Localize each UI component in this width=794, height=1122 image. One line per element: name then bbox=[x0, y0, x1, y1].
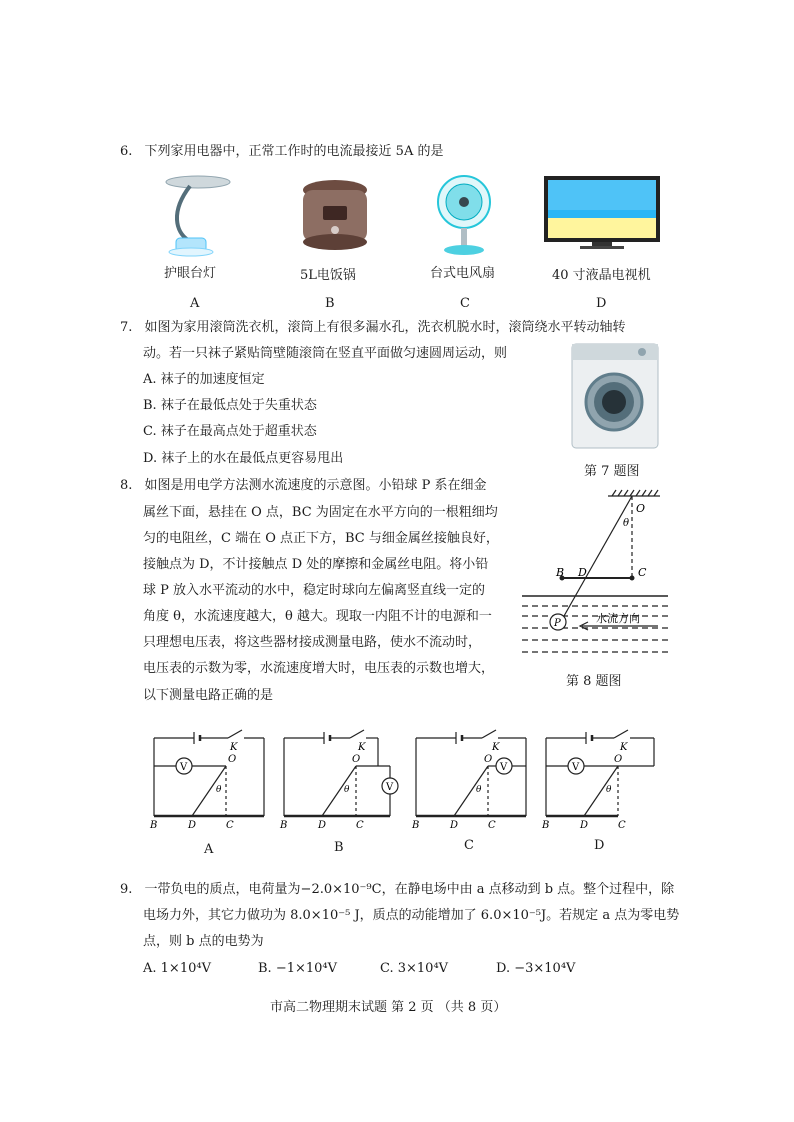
rice-cooker-image bbox=[295, 174, 375, 254]
q9-option-d[interactable]: D. −3×10⁴V bbox=[496, 961, 576, 976]
q8-circuit-a-voltmeter: V bbox=[180, 762, 188, 773]
q8-fig-label-c: C bbox=[638, 566, 647, 579]
q8-option-a[interactable]: A bbox=[204, 842, 214, 857]
q8-circuit-c-b: B bbox=[412, 820, 420, 831]
q8-circuit-c-o: O bbox=[484, 754, 493, 765]
q8-circuit-a-d: D bbox=[188, 820, 197, 831]
q6-number: 6. bbox=[120, 144, 133, 159]
q7-figure-caption: 第 7 题图 bbox=[584, 464, 640, 479]
q7-option-c[interactable]: C. 袜子在最高点处于超重状态 bbox=[143, 424, 317, 439]
q8-line8: 电压表的示数为零，水流速度增大时，电压表的示数也增大， bbox=[143, 661, 495, 676]
q8-line3: 匀的电阻丝，C 端在 O 点正下方，BC 与细金属丝接触良好， bbox=[143, 531, 499, 546]
q6-option-b[interactable]: B bbox=[325, 296, 335, 311]
q8-circuit-b-voltmeter: V bbox=[386, 782, 394, 793]
q8-line1 bbox=[120, 476, 487, 496]
q8-figure bbox=[520, 488, 670, 668]
q8-circuit-b-theta: θ bbox=[344, 785, 350, 795]
q8-circuit-b-b: B bbox=[280, 820, 288, 831]
q8-circuit-a-c: C bbox=[226, 820, 234, 831]
q8-line7: 只理想电压表，将这些器材接成测量电路，使水不流动时， bbox=[143, 635, 482, 650]
q9-option-a[interactable]: A. 1×10⁴V bbox=[143, 961, 211, 976]
q8-circuit-b-d: D bbox=[318, 820, 327, 831]
q6-stem-text: 下列家用电器中，正常工作时的电流最接近 5A 的是 bbox=[144, 144, 444, 159]
q9-line1 bbox=[120, 880, 674, 900]
q8-number: 8. bbox=[120, 478, 133, 493]
q8-circuit-c-c: C bbox=[488, 820, 496, 831]
q8-circuit-b bbox=[276, 728, 402, 832]
q9-line2: 电场力外，其它力做功为 8.0×10⁻⁵ J，质点的动能增加了 6.0×10⁻⁵J。若规定 a 点为零电势 bbox=[143, 908, 680, 923]
q7-stem-line1 bbox=[120, 318, 626, 338]
q8-line4: 接触点为 D，不计接触点 D 处的摩擦和金属丝电阻。将小铅 bbox=[143, 557, 489, 572]
q9-line1-text: 一带负电的质点，电荷量为−2.0×10⁻⁹C，在静电场中由 a 点移动到 b 点。整个过程中，除 bbox=[144, 882, 675, 897]
q8-fig-label-theta: θ bbox=[623, 518, 630, 529]
q8-line1-text: 如图是用电学方法测水流速度的示意图。小铅球 P 系在细金 bbox=[144, 478, 487, 493]
q8-circuit-c-k: K bbox=[492, 742, 500, 753]
q6-caption-d: 40 寸液晶电视机 bbox=[552, 268, 651, 283]
q8-figure-caption: 第 8 题图 bbox=[566, 674, 622, 689]
q8-circuit-d-o: O bbox=[614, 754, 623, 765]
q8-line9: 以下测量电路正确的是 bbox=[143, 688, 274, 703]
q8-line6: 角度 θ，水流速度越大，θ 越大。现取一内阻不计的电源和一 bbox=[143, 609, 492, 624]
q8-line2: 属丝下面，悬挂在 O 点，BC 为固定在水平方向的一根粗细均 bbox=[143, 505, 498, 520]
q9-number: 9. bbox=[120, 882, 133, 897]
q6-stem bbox=[120, 142, 443, 162]
q9-line3: 点，则 b 点的电势为 bbox=[143, 934, 264, 949]
q6-option-d[interactable]: D bbox=[596, 296, 607, 311]
q8-circuit-c-d: D bbox=[450, 820, 459, 831]
q8-fig-label-d: D bbox=[578, 566, 587, 579]
q6-option-c[interactable]: C bbox=[460, 296, 470, 311]
q8-circuit-d-voltmeter: V bbox=[572, 762, 580, 773]
q8-circuit-b-o: O bbox=[352, 754, 361, 765]
q7-stem-text1: 如图为家用滚筒洗衣机，滚筒上有很多漏水孔，洗衣机脱水时，滚筒绕水平转动轴转 bbox=[144, 320, 626, 335]
q8-line5: 球 P 放入水平流动的水中，稳定时球向左偏离竖直线一定的 bbox=[143, 583, 486, 598]
q7-number: 7. bbox=[120, 320, 133, 335]
q8-fig-label-p: P bbox=[554, 618, 561, 629]
q8-fig-label-b: B bbox=[556, 566, 565, 579]
q7-option-b[interactable]: B. 袜子在最低点处于失重状态 bbox=[143, 398, 317, 413]
q6-option-a[interactable]: A bbox=[190, 296, 200, 311]
q8-circuit-b-k: K bbox=[358, 742, 366, 753]
q8-option-c[interactable]: C bbox=[464, 838, 474, 853]
q8-circuit-a bbox=[146, 728, 268, 832]
q9-option-b[interactable]: B. −1×10⁴V bbox=[258, 961, 338, 976]
q6-caption-c: 台式电风扇 bbox=[430, 266, 496, 281]
q7-option-d[interactable]: D. 袜子上的水在最低点更容易甩出 bbox=[143, 451, 344, 466]
q8-circuit-c-theta: θ bbox=[476, 785, 482, 795]
q8-circuit-a-o: O bbox=[228, 754, 237, 765]
q6-caption-b: 5L电饭锅 bbox=[300, 268, 356, 283]
q8-option-b[interactable]: B bbox=[334, 840, 344, 855]
q6-caption-a: 护眼台灯 bbox=[164, 266, 217, 281]
q8-circuit-b-c: C bbox=[356, 820, 364, 831]
lcd-tv-image bbox=[542, 174, 662, 252]
q8-circuit-a-theta: θ bbox=[216, 785, 222, 795]
q9-option-c[interactable]: C. 3×10⁴V bbox=[380, 961, 449, 976]
q7-stem-line2: 动。若一只袜子紧贴筒壁随滚筒在竖直平面做匀速圆周运动，则 bbox=[143, 346, 508, 361]
q8-circuit-c bbox=[408, 728, 532, 832]
q8-circuit-a-b: B bbox=[150, 820, 158, 831]
q8-fig-label-flow: 水流方向 bbox=[596, 612, 640, 625]
page-footer: 市高二物理期末试题 第 2 页 （共 8 页） bbox=[270, 1000, 507, 1015]
q8-circuit-d-d: D bbox=[580, 820, 589, 831]
washing-machine-image bbox=[570, 342, 660, 450]
q8-fig-label-o: O bbox=[636, 502, 646, 515]
q8-circuit-d-c: C bbox=[618, 820, 626, 831]
q8-circuit-d-theta: θ bbox=[606, 785, 612, 795]
q8-circuit-c-voltmeter: V bbox=[500, 762, 508, 773]
q8-circuit-d bbox=[538, 728, 660, 832]
q8-circuit-d-b: B bbox=[542, 820, 550, 831]
q7-option-a[interactable]: A. 袜子的加速度恒定 bbox=[143, 372, 265, 387]
desk-fan-image bbox=[428, 172, 500, 258]
q8-circuit-d-k: K bbox=[620, 742, 628, 753]
q8-option-d[interactable]: D bbox=[594, 838, 605, 853]
q8-circuit-a-k: K bbox=[230, 742, 238, 753]
desk-lamp-image bbox=[150, 172, 240, 257]
